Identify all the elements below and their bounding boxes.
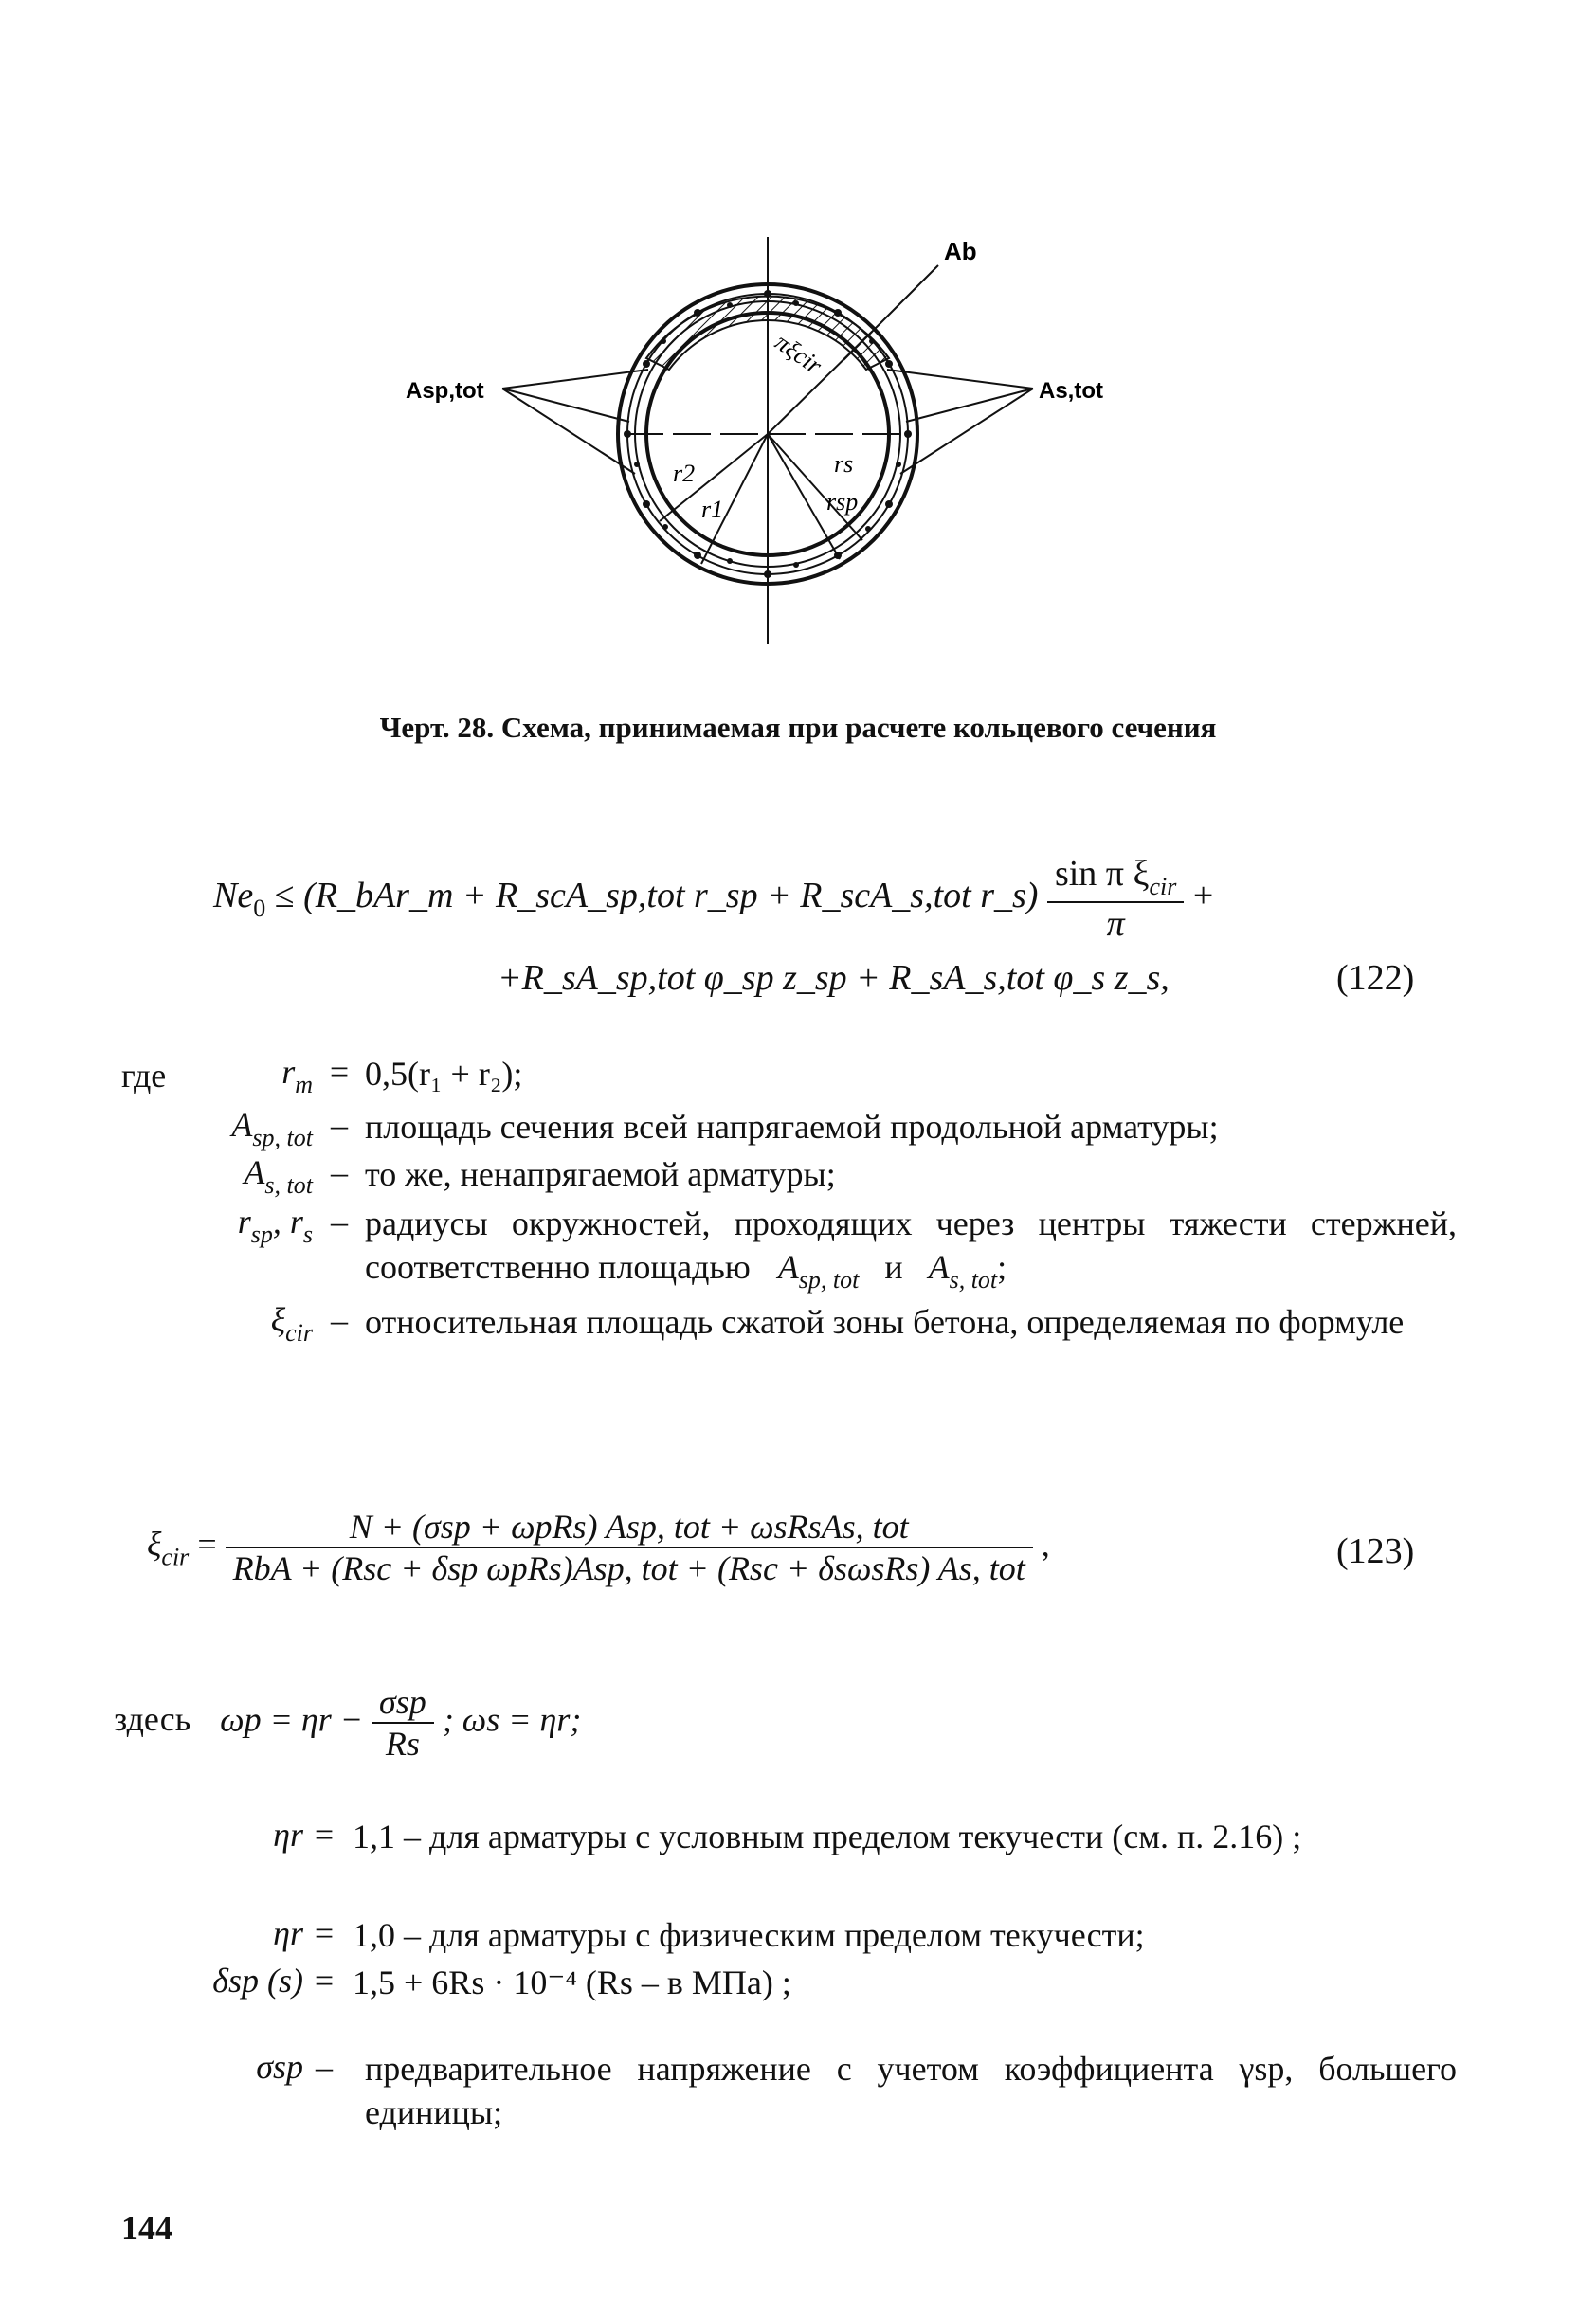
eq122-line2: +R_sA_sp,tot φ_sp z_sp + R_sA_s,tot φ_s z_s, [498,958,1170,998]
eq122-line1 [213,853,1213,945]
omega-p: ωp = ηr − [220,1700,364,1739]
def-symbol: $A_{sp, tot}$ [231,1106,313,1151]
eq122-frac-den: π [1047,901,1184,945]
eq123-num: N + (σsp + ωpRs) Asp, tot + ωsRsAs, tot [349,1508,909,1546]
label-ab: Ab [944,237,977,265]
cond-symbol: δsp (s) [212,1962,303,2000]
eq122-number: (122) [1336,958,1415,998]
eq123-lhs-sub: cir [161,1543,190,1571]
def-sep: – [331,1153,348,1191]
cond-text: 1,0 – для арматуры с физическим пределом текучести; [353,1916,1145,1954]
label-r1: r1 [701,496,724,523]
cond-sep: = [314,1962,335,2000]
eq123-fraction [226,1507,1033,1588]
definitions-list [0,1052,1596,1403]
def-text: радиусы окружностей, проходящих через центры тяжести стержней, соответственно площадью $A_{sp, tot}$ и $A_{s, tot}$; [365,1204,1457,1294]
label-asp-tot: Asp,tot [406,378,484,404]
def-text: площадь сечения всей напрягаемой продольной арматуры; [365,1108,1219,1146]
label-r2: r2 [673,460,696,487]
cond-text: 1,1 – для арматуры с условным пределом текучести (см. п. 2.16) ; [353,1818,1302,1855]
eq123-number: (123) [1336,1531,1415,1571]
def-text: относительная площадь сжатой зоны бетона, определяемая по формуле [365,1303,1405,1341]
cond-symbol: σsp [256,2048,303,2086]
eq122-plus: + [1192,876,1214,916]
ring-section-svg [398,227,1175,654]
where-word: где [121,1057,167,1095]
def-symbol: $\xi_{cir}$ [270,1301,313,1347]
def-sep: = [329,1053,350,1091]
def-symbol: $r_m$ [281,1053,313,1098]
cond-text: предварительное напряжение с учетом коэффициента γsp, большего единицы; [365,2050,1457,2131]
conditions-list [0,1815,1596,2071]
eq122-fraction [1047,853,1184,945]
def-symbol: $A_{s, tot}$ [244,1153,313,1199]
cond-sep: = [314,1816,335,1854]
here-line [114,1682,581,1764]
here-fraction [372,1682,434,1764]
def-sep: – [331,1106,348,1144]
cond-text: 1,5 + 6Rs · 10⁻⁴ (Rs – в МПа) ; [353,1964,791,2001]
def-text: то же, ненапрягаемой арматуры; [365,1155,836,1193]
def-symbol: $r_{sp}$, $r_s$ [237,1203,313,1248]
label-pi-xi: πξcir [770,328,827,380]
eq122-lhs-sub: 0 [253,895,266,923]
eq123-den: RbA + (Rsc + δsp ωpRs)Asp, tot + (Rsc + δsωsRs) As, tot [226,1547,1033,1588]
eq122-frac-num: sin π $\xi_{cir}$ [1054,854,1177,900]
figure-caption: Черт. 28. Схема, принимаемая при расчете кольцевого сечения [379,711,1217,744]
eq123: $\xi_{cir}$ = $\frac{\text{N + (σsp + ωpRs) Asp, tot + ωsRsAs, tot}}{\text{RbA + (Rsc + δsp ωpRs)Asp, tot + (Rsc + δsωsRs) As, tot}}$ , [147,1508,1050,1587]
eq122-bracket: (R_bAr_m + R_scA_sp,tot r_sp + R_scA_s,tot r_s) [303,876,1039,916]
page-number: 144 [121,2209,172,2247]
def-text: 0,5(r₁ + r₂); [365,1055,523,1093]
cond-symbol: ηr [273,1914,303,1952]
here-word: здесь [114,1700,191,1739]
eq123-lhs: ξ [147,1525,162,1564]
def-sep: – [331,1301,348,1339]
cond-sep: – [316,2048,333,2086]
ring-section-diagram [398,227,1175,654]
here-frac-den: Rs [372,1722,434,1764]
cond-sep: = [314,1914,335,1952]
cond-symbol: ηr [273,1816,303,1854]
label-rsp: rsp [826,488,859,516]
eq122-rel: ≤ [274,876,295,916]
omega-s: ; ωs = ηr; [442,1700,582,1739]
def-sep: – [331,1203,348,1240]
eq122-lhs: Ne [213,876,254,916]
label-rs: rs [834,450,854,478]
here-frac-num: σsp [379,1683,426,1721]
conditions-list-tail [0,2047,1596,2142]
label-as-tot: As,tot [1039,378,1103,404]
